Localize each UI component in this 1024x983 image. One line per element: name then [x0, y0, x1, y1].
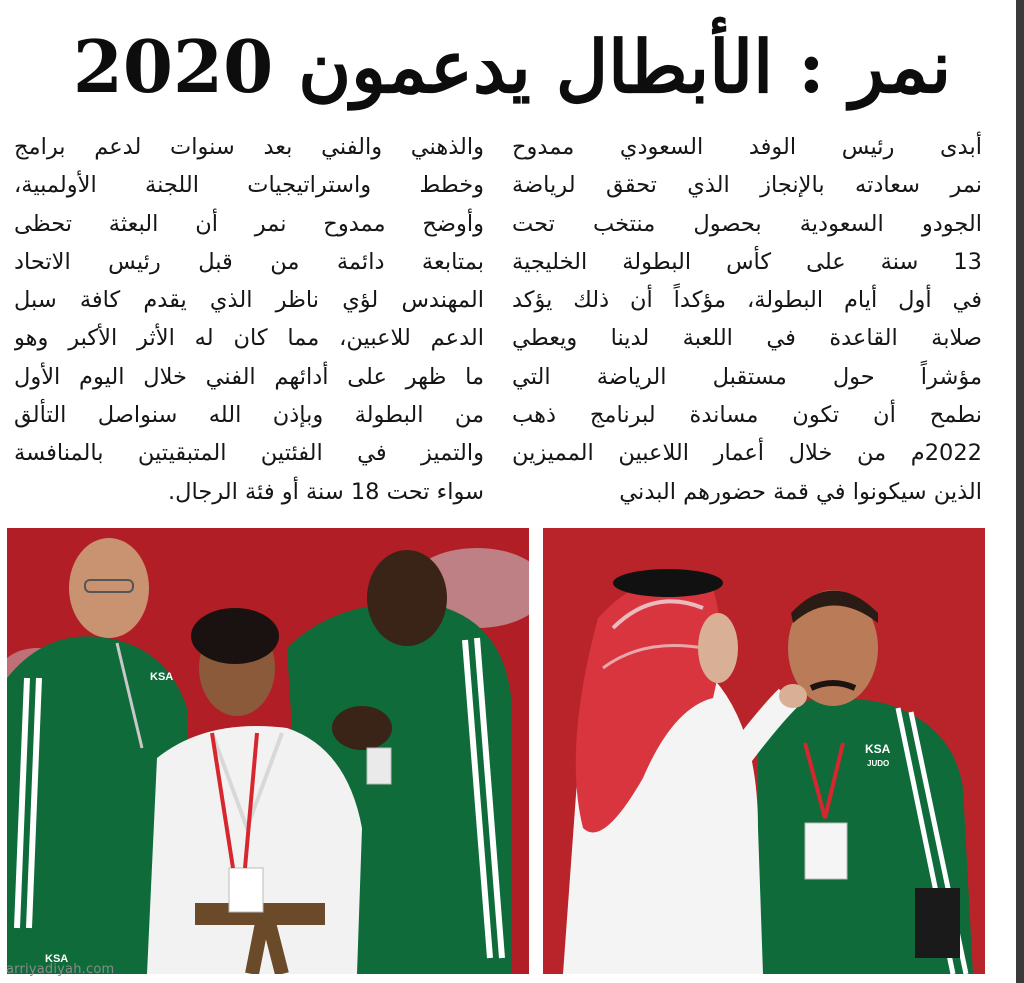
right-column-line: صلابة القاعدة في اللعبة لدينا ويعطي: [512, 325, 982, 352]
right-column-line: 2022م من خلال أعمار اللاعبين المميزين: [512, 440, 982, 467]
source-watermark: arriyadiyah.com: [6, 962, 115, 977]
right-column-line: الذين سيكونوا في قمة حضورهم البدني: [619, 478, 982, 505]
left-column-line: والذهني والفني بعد سنوات لدعم برامج: [14, 134, 484, 160]
left-column-line: والتميز في الفئتين المتبقيتين بالمنافسة: [14, 440, 484, 467]
left-column-line: سواء تحت 18 سنة أو فئة الرجال.: [168, 478, 484, 505]
right-column-line: نطمح أن تكون مساندة لبرنامج ذهب: [512, 402, 982, 429]
headline: نمر : الأبطال يدعمون 2020: [72, 24, 952, 109]
jacket-label-left-man: KSA: [150, 671, 174, 683]
photo-judo-team: [7, 528, 529, 974]
page-edge: [1016, 0, 1024, 983]
article-column-right: [512, 128, 982, 508]
photo-delegation-head-illustration: [543, 528, 985, 974]
right-column-line: 13 سنة على كأس البطولة الخليجية: [512, 248, 982, 275]
left-column-line: الدعم للاعبين، مما كان له الأثر الأكبر وهو: [14, 325, 484, 352]
photo-delegation-head: [543, 528, 985, 974]
right-column-line: في أول أيام البطولة، مؤكداً أن ذلك يؤكد: [512, 287, 982, 314]
article-column-left: [14, 128, 484, 508]
photo-judo-team-illustration: [7, 528, 529, 974]
right-column-line: الجودو السعودية بحصول منتخب تحت: [512, 210, 982, 237]
right-column-line: مؤشراً حول مستقبل الرياضة التي: [512, 363, 982, 390]
jacket-label-ksa: KSA: [865, 742, 891, 756]
left-column-line: المهندس لؤي ناظر الذي يقدم كافة سبل: [14, 287, 484, 314]
jacket-label-judo: JUDO: [867, 759, 890, 768]
left-column-line: وأوضح ممدوح نمر أن البعثة تحظى: [14, 210, 484, 237]
right-column-line: أبدى رئيس الوفد السعودي ممدوح: [512, 134, 982, 160]
left-column-line: من البطولة وبإذن الله سنواصل التألق: [14, 402, 484, 429]
jacket-label-bottom: KSA: [45, 953, 69, 965]
left-column-line: وخطط واستراتيجيات اللجنة الأولمبية،: [14, 172, 484, 199]
left-column-line: ما ظهر على أدائهم الفني خلال اليوم الأول: [14, 363, 484, 390]
left-column-line: بمتابعة دائمة من قبل رئيس الاتحاد: [14, 248, 484, 275]
right-column-line: نمر سعادته بالإنجاز الذي تحقق لرياضة: [512, 172, 982, 199]
